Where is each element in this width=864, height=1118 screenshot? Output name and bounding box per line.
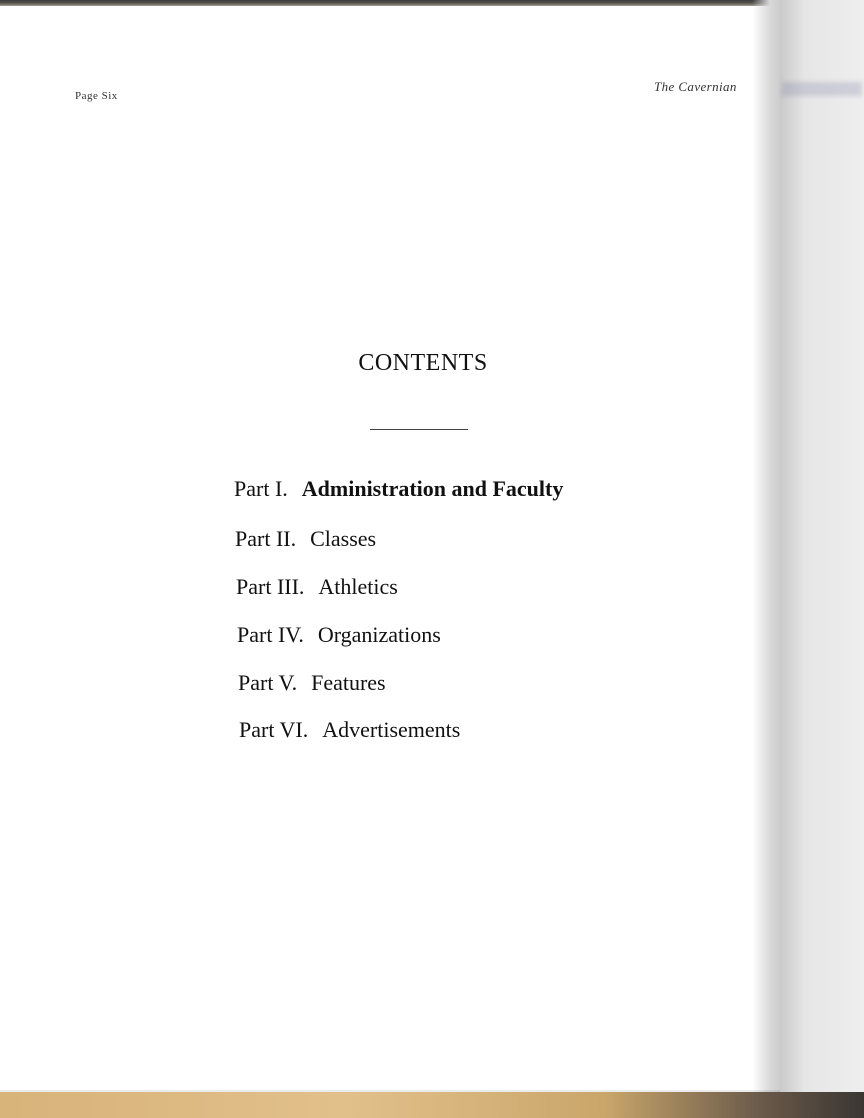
contents-entry [235, 526, 376, 552]
entry-title: Administration and Faculty [301, 476, 564, 501]
entry-title: Athletics [318, 574, 398, 599]
entry-part-number: Part IV. [237, 622, 304, 647]
contents-entry [234, 476, 563, 502]
page-number-label: Page Six [75, 90, 118, 102]
book-cover-bottom-edge [0, 1092, 864, 1118]
entry-part-number: Part I. [234, 476, 288, 501]
contents-entry [237, 622, 441, 648]
entry-title: Advertisements [322, 717, 461, 742]
contents-entry [239, 717, 460, 743]
entry-title: Classes [310, 526, 377, 551]
contents-heading: CONTENTS [358, 350, 488, 376]
running-title: The Cavernian [654, 79, 737, 94]
book-page [0, 6, 776, 1094]
adjacent-page-blurred-header [782, 82, 862, 96]
heading-divider-rule [370, 429, 468, 430]
entry-part-number: Part III. [236, 574, 305, 599]
contents-entry [236, 574, 398, 600]
entry-title: Features [311, 670, 386, 695]
entry-part-number: Part VI. [239, 717, 309, 742]
entry-part-number: Part V. [238, 670, 298, 695]
adjacent-page-edge [780, 0, 864, 1118]
entry-part-number: Part II. [235, 526, 297, 551]
entry-title: Organizations [317, 622, 441, 647]
contents-entry [238, 670, 386, 696]
